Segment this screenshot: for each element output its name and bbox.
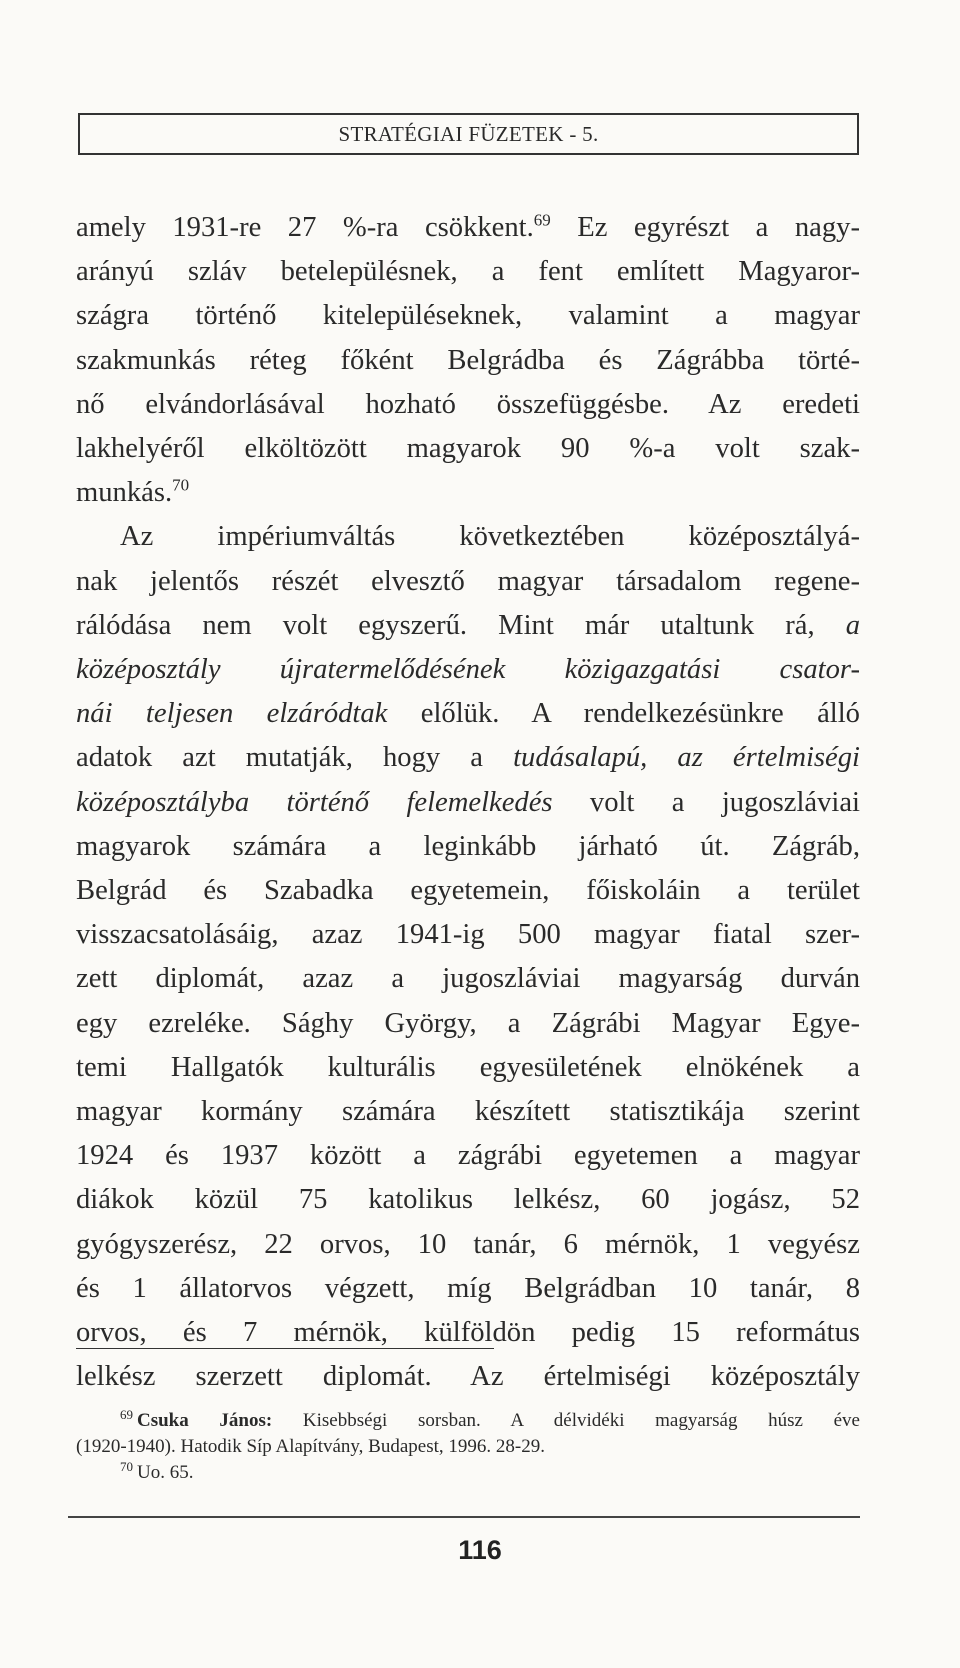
body-line: szakmunkás réteg főként Belgrádba és Zágrábba törté-: [76, 344, 860, 376]
body-line: diákok közül 75 katolikus lelkész, 60 jogász, 52: [76, 1184, 860, 1216]
footnote-text: Uo. 65.: [137, 1462, 194, 1483]
body-line: magyarok számára a leginkább járható út. Zágráb,: [76, 830, 860, 862]
body-line: Belgrád és Szabadka egyetemein, főiskoláin a terület: [76, 875, 860, 907]
footnote-69-continuation: (1920-1940). Hatodik Síp Alapítvány, Budapest, 1996. 28-29.: [76, 1436, 545, 1457]
footnote-69: [76, 1408, 860, 1434]
footnote-number: 69: [120, 1406, 133, 1422]
running-header-title: STRATÉGIAI FÜZETEK - 5.: [338, 122, 599, 146]
body-line: [76, 736, 860, 780]
body-line: lelkész szerzett diplomát. Az értelmiségi középosztály: [76, 1361, 860, 1393]
body-line: arányú szláv betelepülésnek, a fent említett Magyaror-: [76, 256, 860, 288]
footnote-ref-70: 70: [172, 475, 190, 495]
body-text-segment: munkás.: [76, 477, 173, 509]
body-text-segment: rálódása nem volt egyszerű. Mint már utaltunk rá,: [76, 609, 846, 641]
footnote-text: Kisebbségi sorsban. A délvidéki magyarság húsz éve: [272, 1410, 860, 1431]
footnote-70: [76, 1460, 860, 1486]
body-line: és 1 állatorvos végzett, míg Belgrádban 10 tanár, 8: [76, 1272, 860, 1304]
footnote-author: Csuka János:: [137, 1410, 273, 1431]
body-text-segment: amely 1931-re 27 %-ra csökkent.: [76, 212, 534, 243]
body-line: nak jelentős részét elvesztő magyar társadalom regene-: [76, 565, 860, 597]
italic-segment: tudásalapú, az értelmiségi: [513, 742, 860, 774]
body-line: orvos, és 7 mérnök, külföldön pedig 15 református: [76, 1317, 860, 1349]
footnote-number: 70: [120, 1458, 133, 1474]
running-header: [78, 113, 859, 155]
body-line: [76, 692, 860, 736]
body-line: [76, 206, 860, 250]
italic-segment: középosztályba történő felemelkedés: [76, 786, 553, 818]
body-line: lakhelyéről elköltözött magyarok 90 %-a volt szak-: [76, 433, 860, 465]
italic-segment: középosztály újratermelődésének közigazgatási csator-: [76, 654, 860, 686]
footnote-ref-69: 69: [533, 210, 551, 230]
bottom-rule: [68, 1516, 860, 1518]
footnotes: [76, 1408, 860, 1486]
body-text-segment: Ez egyrészt a nagy-: [550, 212, 860, 243]
body-line: zett diplomát, azaz a jugoszláviai magyarság durván: [76, 963, 860, 995]
body-line: magyar kormány számára készített statisztikája szerint: [76, 1096, 860, 1128]
body-line: nő elvándorlásával hozható összefüggésbe. Az eredeti: [76, 388, 860, 420]
body-text-segment: volt a jugoszláviai: [552, 786, 860, 818]
body-text-segment: előlük. A rendelkezésünkre álló: [387, 698, 860, 730]
page-number: 116: [458, 1535, 502, 1565]
body-line: [76, 604, 860, 648]
body-line: 1924 és 1937 között a zágrábi egyetemen a magyar: [76, 1140, 860, 1172]
body-line: [76, 781, 860, 825]
body-line: gyógyszerész, 22 orvos, 10 tanár, 6 mérnök, 1 vegyész: [76, 1228, 860, 1260]
body-line: szágra történő kitelepüléseknek, valamint a magyar: [76, 300, 860, 332]
body-line: [76, 648, 860, 692]
body-line: egy ezreléke. Sághy György, a Zágrábi Magyar Egye-: [76, 1007, 860, 1039]
body-line: temi Hallgatók kulturális egyesületének elnökének a: [76, 1051, 860, 1083]
body-line: visszacsatolásáig, azaz 1941-ig 500 magyar fiatal szer-: [76, 919, 860, 951]
body-text: [76, 206, 860, 1399]
footnote-separator: [76, 1348, 494, 1349]
italic-segment: a: [845, 609, 860, 641]
italic-segment: nái teljesen elzáródtak: [76, 698, 388, 730]
paragraph-first-line: Az impériumváltás következtében középosztályá-: [120, 521, 860, 553]
body-text-segment: adatok azt mutatják, hogy a: [76, 742, 514, 774]
body-line: [76, 471, 860, 515]
